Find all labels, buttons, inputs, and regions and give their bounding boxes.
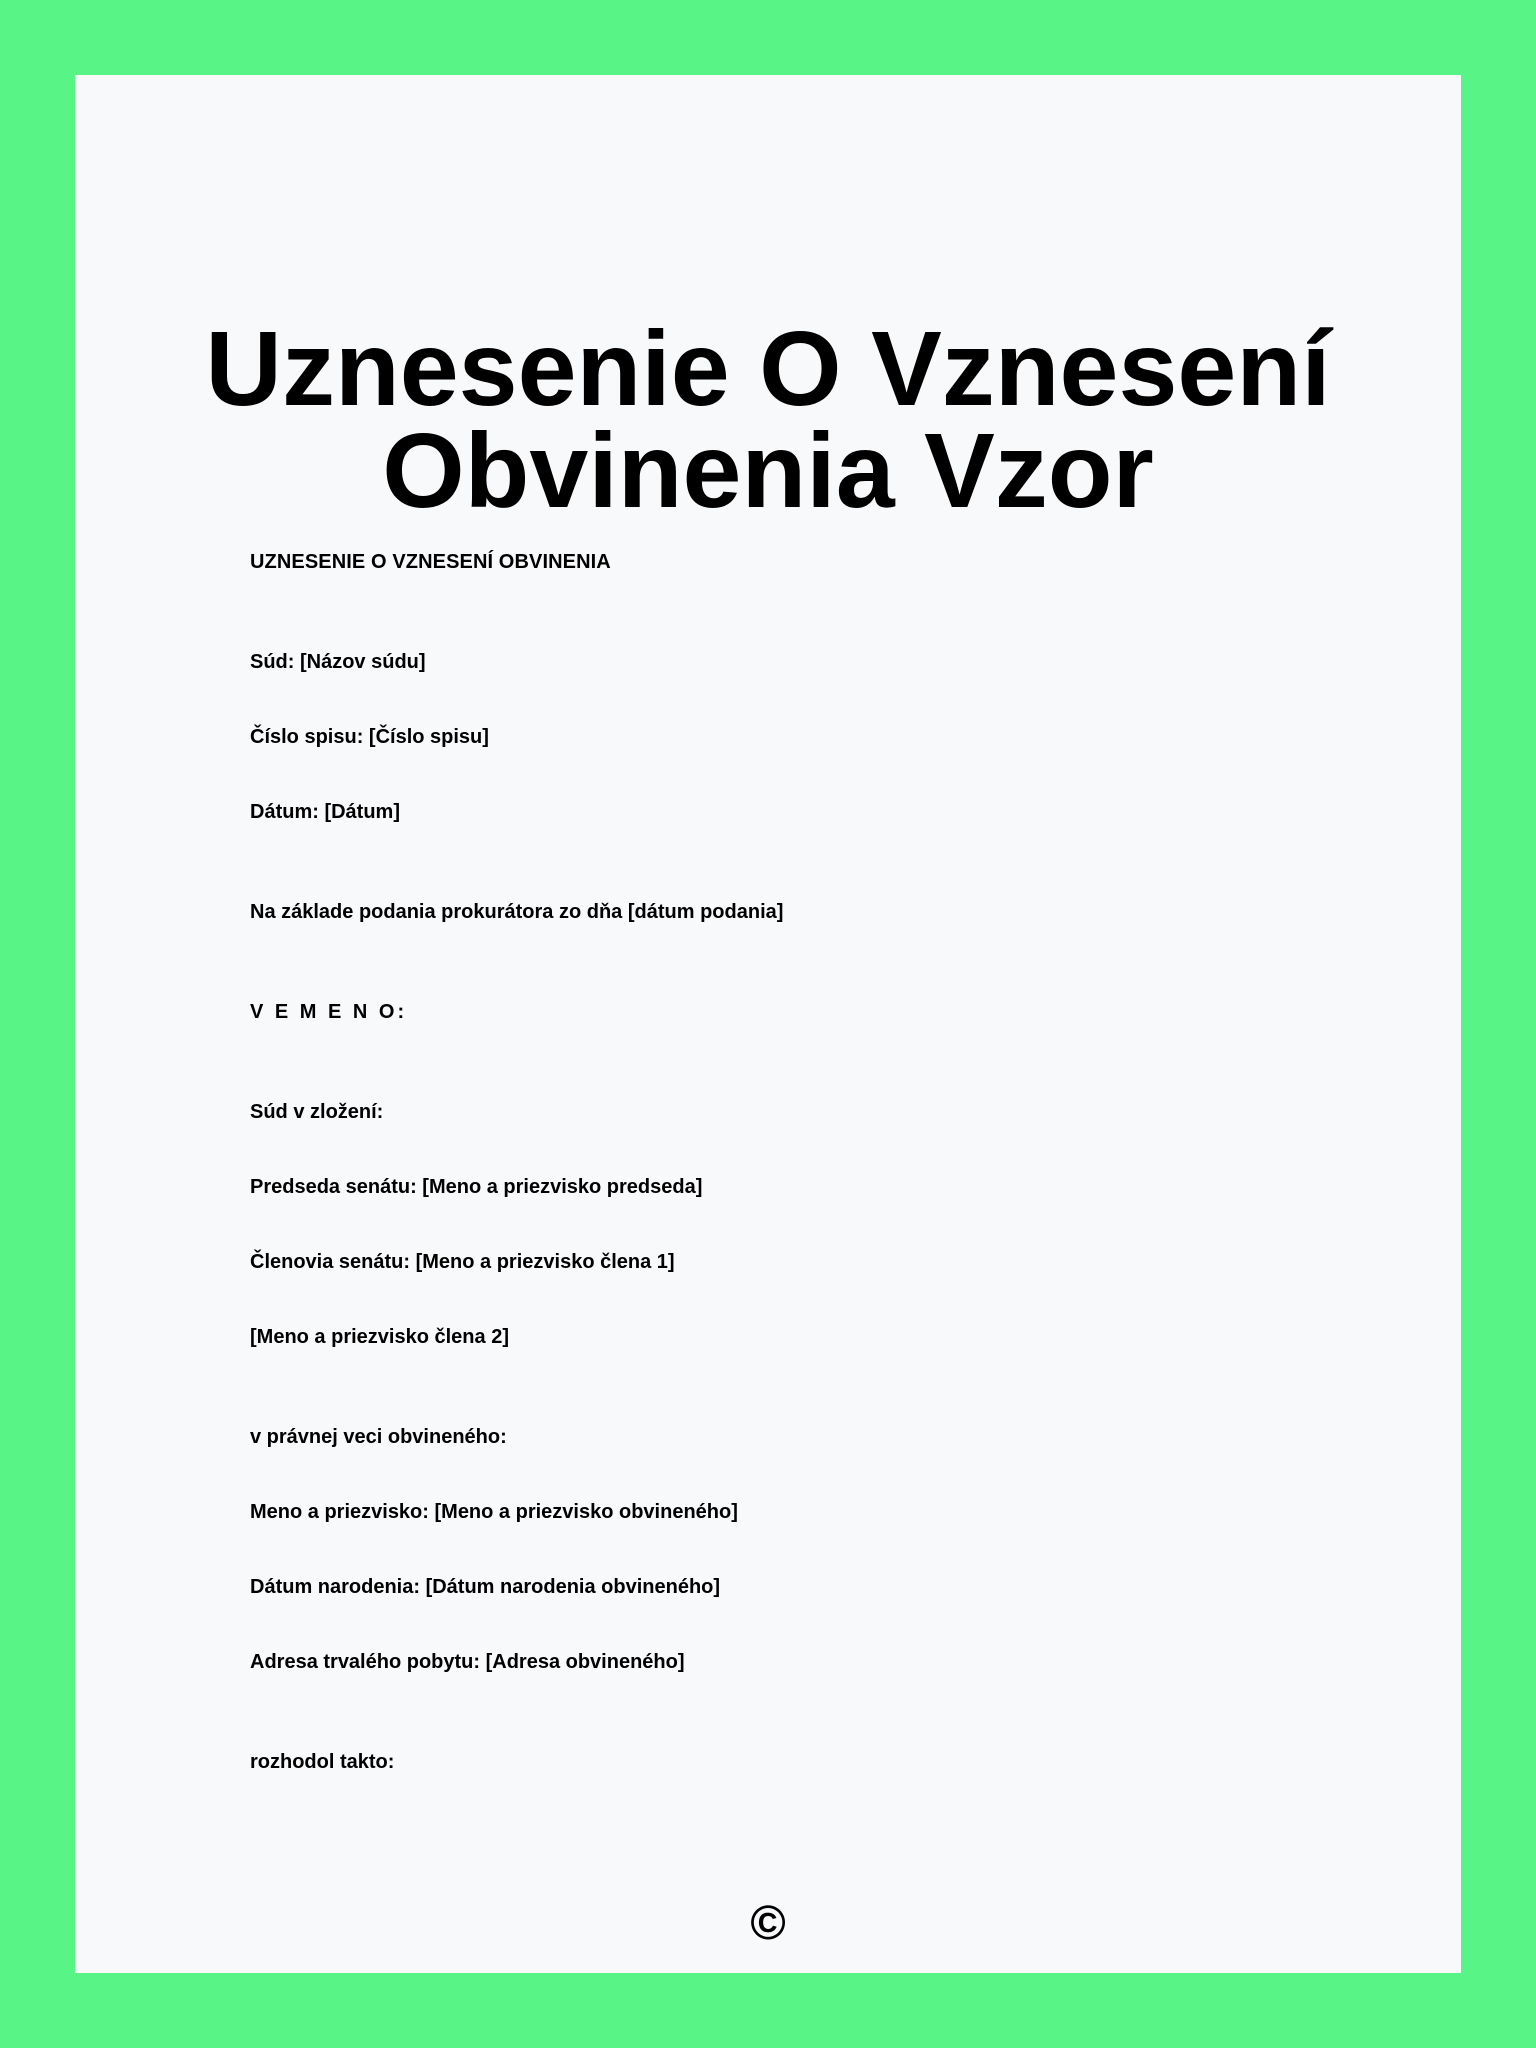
accused-birthdate-line: Dátum narodenia: [Dátum narodenia obvineného] (250, 1576, 721, 1598)
senate-chair-line: Predseda senátu: [Meno a priezvisko predseda] (250, 1176, 703, 1198)
title-line-2: Obvinenia Vzor (382, 412, 1154, 530)
decision-line: rozhodol takto: (250, 1751, 395, 1773)
file-number-line: Číslo spisu: [Číslo spisu] (250, 726, 489, 748)
document-page (75, 75, 1461, 1973)
court-composition-line: Súd v zložení: (250, 1101, 384, 1123)
in-the-name-line: V E M E N O: (250, 1001, 408, 1023)
accused-name-line: Meno a priezvisko: [Meno a priezvisko obvineného] (250, 1501, 738, 1523)
date-line: Dátum: [Dátum] (250, 801, 400, 823)
title-line-1: Uznesenie O Vznesení (205, 310, 1331, 428)
resolution-heading: UZNESENIE O VZNESENÍ OBVINENIA (250, 551, 611, 573)
document-title (75, 310, 1461, 530)
prosecutor-filing-line: Na základe podania prokurátora zo dňa [dátum podania] (250, 901, 784, 923)
senate-members-line: Členovia senátu: [Meno a priezvisko člena 1] (250, 1251, 675, 1273)
court-name-line: Súd: [Názov súdu] (250, 651, 426, 673)
senate-member-2-line: [Meno a priezvisko člena 2] (250, 1326, 509, 1348)
accused-address-line: Adresa trvalého pobytu: [Adresa obvineného] (250, 1651, 685, 1673)
copyright-icon: © (750, 1897, 786, 1950)
accused-case-line: v právnej veci obvineného: (250, 1426, 507, 1448)
